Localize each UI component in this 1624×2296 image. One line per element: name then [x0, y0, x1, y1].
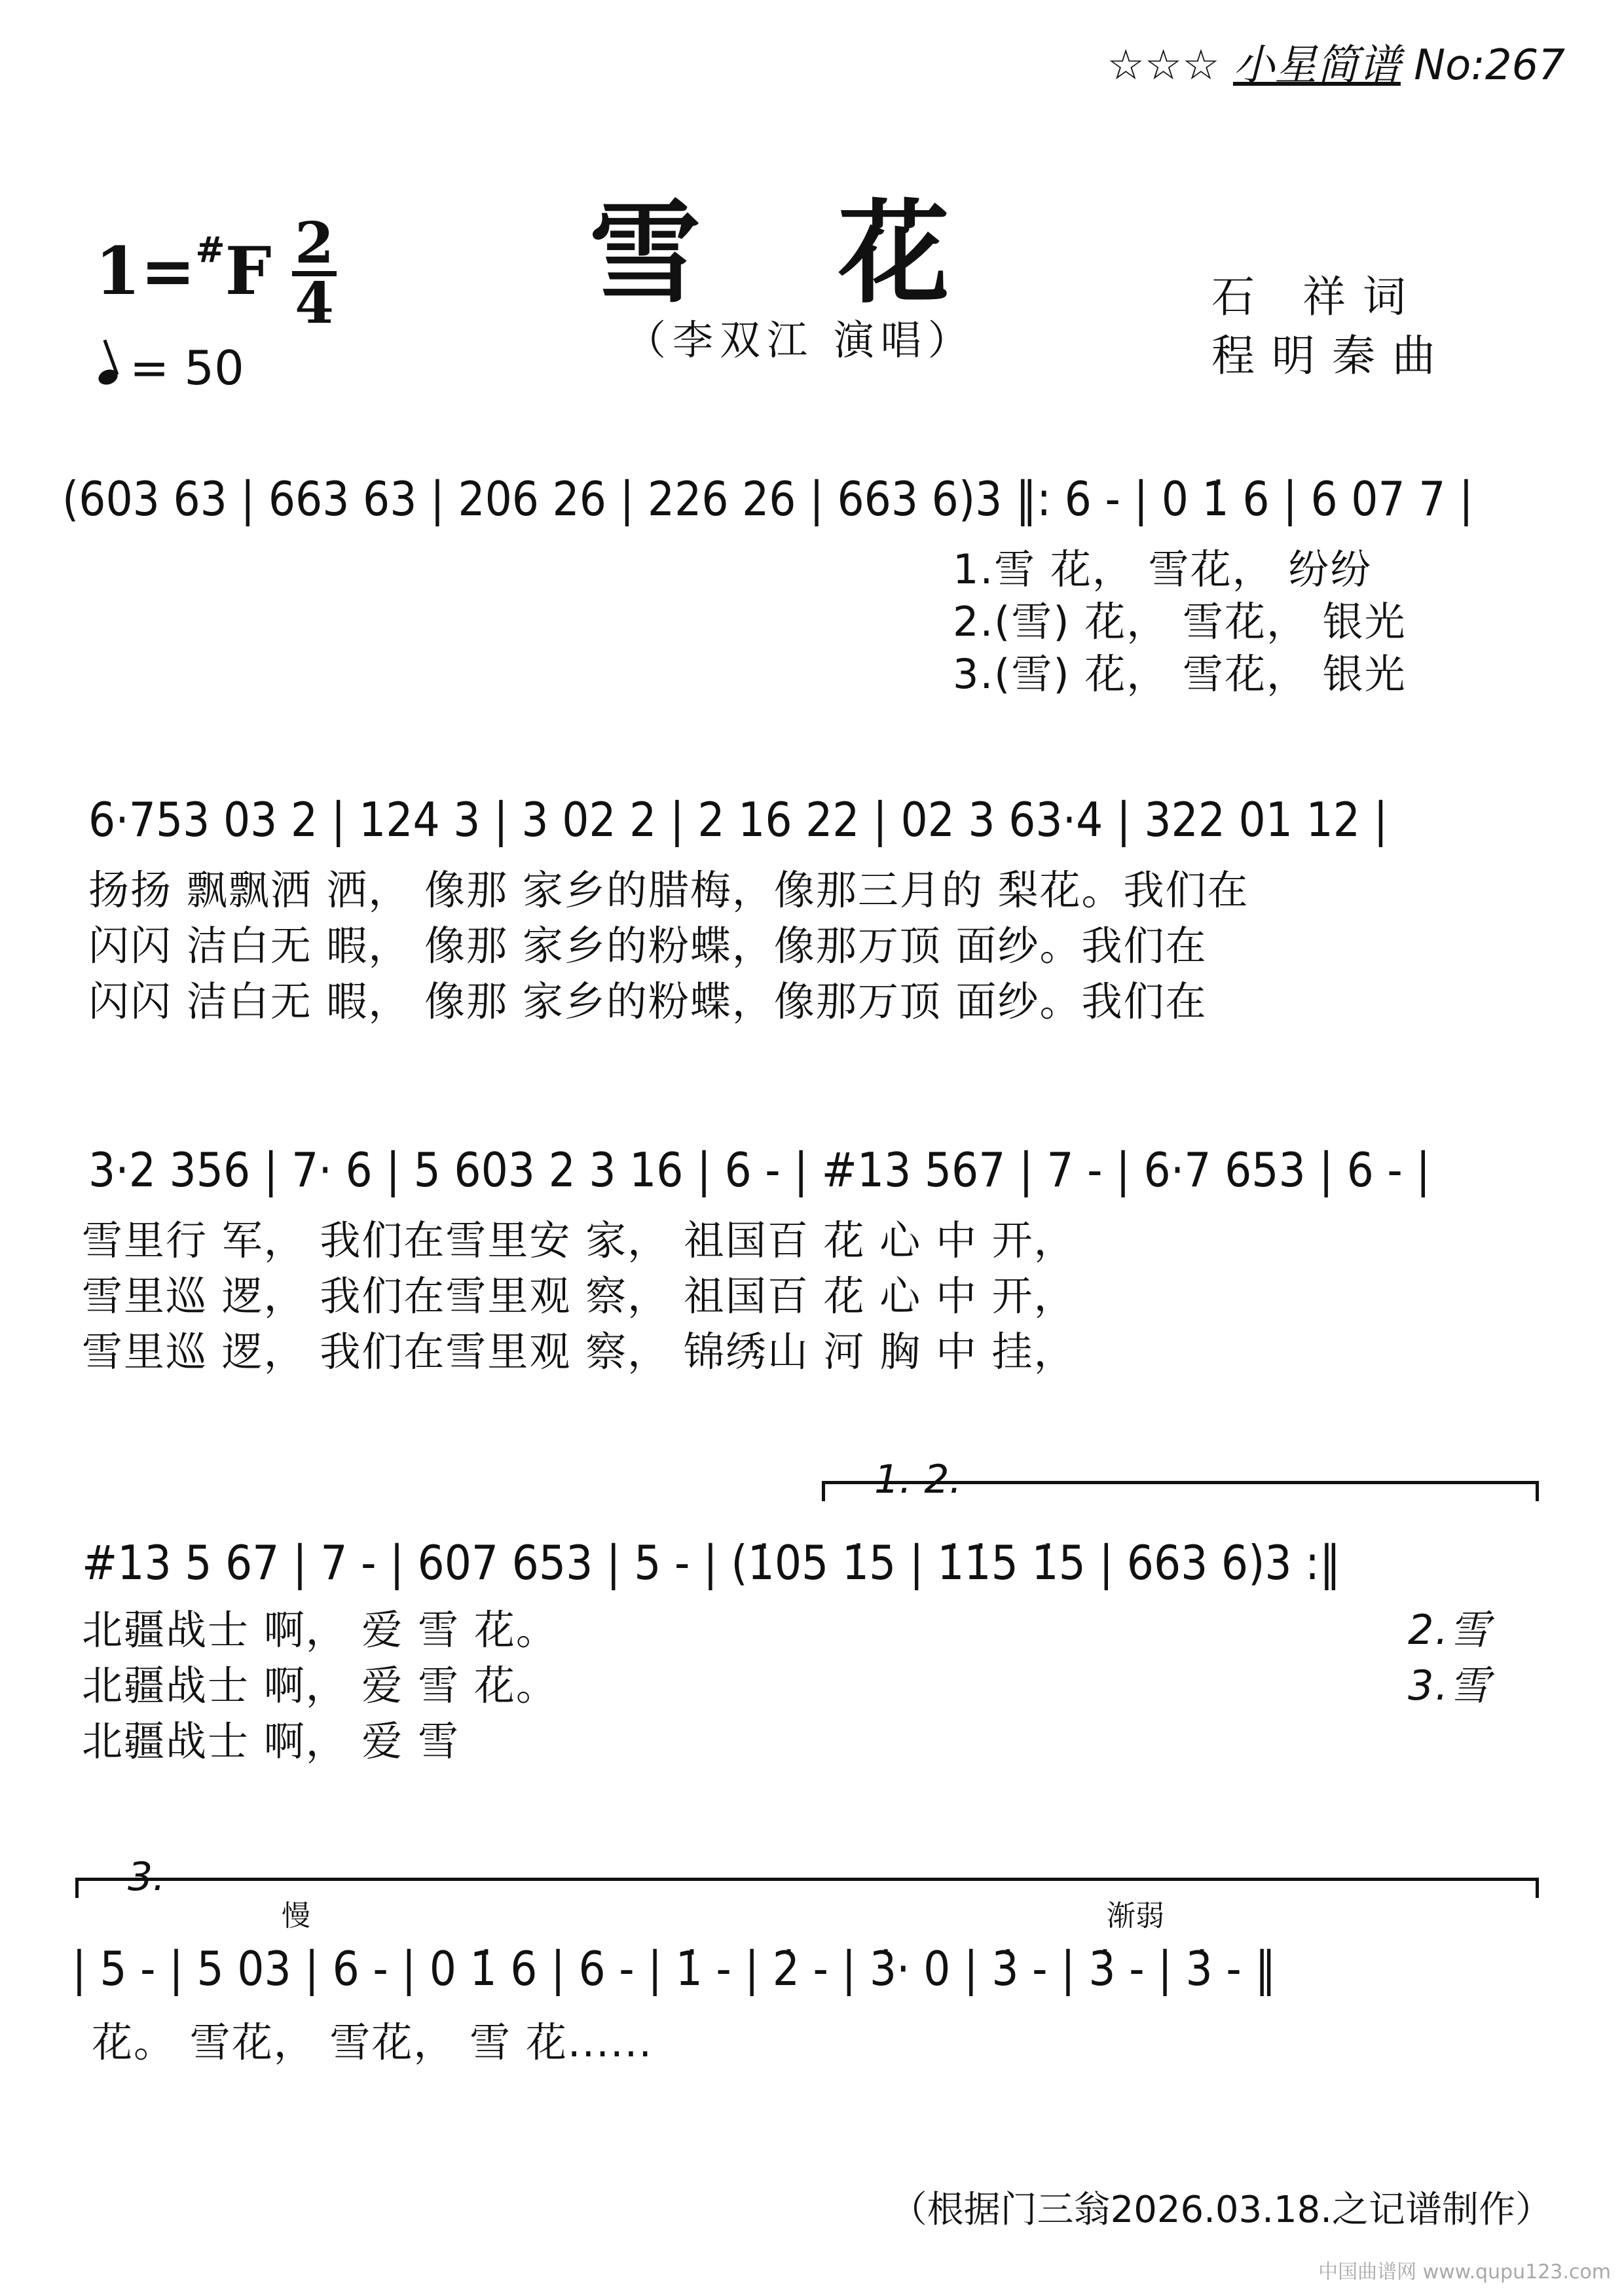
notation-line-4: #13 5 67 | 7 - | 607 653 | 5 - | (1̇05 1̇5 | 1̇1̇5 1̇5 | 663 6)3 :‖ — [82, 1535, 1341, 1590]
lyric-line-1-verse-1: 1.雪 花， 雪花， 纷纷 — [953, 545, 1373, 593]
notation-line-1: (603 63 | 663 63 | 206 26 | 226 26 | 663 6)3 ‖: 6 - | 0 1̇ 6 | 6 07 7 | — [62, 471, 1473, 526]
composer-credit: 程明秦曲 — [1211, 331, 1452, 381]
lyricist-credit: 石 祥词 — [1211, 272, 1423, 322]
volta-label-1-2: 1. 2. — [874, 1457, 962, 1503]
source-note: （根据门三翁2026.03.18.之记谱制作） — [890, 2189, 1552, 2231]
score-number: No:267 — [1414, 41, 1565, 90]
notation-line-5: | 5 - | 5 03 | 6 - | 0 1̇ 6 | 6 - | 1̇ - | 2̇ - | 3̇· 0 | 3̇ - | 3̇ - | 3̇ - ‖ — [72, 1941, 1276, 1996]
lyric-line-3-verse-3: 雪里巡 逻， 我们在雪里观 察， 锦绣山 河 胸 中 挂， — [82, 1328, 1076, 1376]
time-numerator: 2 — [295, 210, 334, 276]
repeat-cue-3: 3.雪 — [1408, 1662, 1492, 1709]
notation-line-3: 3·2 356 | 7· 6 | 5 603 2 3 16 | 6 - | #13 567 | 7 - | 6·7 653 | 6 - | — [88, 1142, 1431, 1197]
tempo-mark-slow: 慢 — [282, 1899, 310, 1933]
time-signature — [288, 210, 341, 337]
time-denominator: 4 — [295, 270, 334, 337]
lyric-line-1-verse-3: 3.(雪) 花， 雪花， 银光 — [953, 650, 1407, 698]
lyric-line-4-verse-2: 北疆战士 啊， 爱 雪 花。 — [82, 1662, 558, 1709]
lyric-line-2-verse-3: 闪闪 洁白无 暇， 像那 家乡的粉蝶，像那万顶 面纱。我们在 — [88, 977, 1208, 1025]
lyric-line-1-verse-2: 2.(雪) 花， 雪花， 银光 — [953, 598, 1407, 646]
quarter-note-icon — [96, 367, 120, 388]
brand-name: 小星简谱 — [1232, 41, 1401, 90]
notation-line-2: 6·753 03 2 | 124 3 | 3 02 2 | 2 16 22 | 02 3 63·4 | 322 01 12 | — [88, 792, 1388, 847]
song-title: 雪花 — [589, 188, 1088, 319]
lyric-line-5: 花。 雪花， 雪花， 雪 花...... — [92, 2018, 654, 2066]
volta-label-3: 3. — [128, 1854, 166, 1900]
lyric-line-4-verse-3: 北疆战士 啊， 爱 雪 — [82, 1717, 460, 1765]
watermark: 中国曲谱网 www.qupu123.com — [1318, 2261, 1611, 2284]
brand-header — [1107, 31, 1565, 92]
lyric-line-4-verse-1: 北疆战士 啊， 爱 雪 花。 — [82, 1606, 558, 1654]
lyric-line-2-verse-2: 闪闪 洁白无 暇， 像那 家乡的粉蝶，像那万顶 面纱。我们在 — [88, 922, 1208, 970]
tempo-marking: = 50 — [98, 340, 244, 395]
lyric-line-3-verse-2: 雪里巡 逻， 我们在雪里观 察， 祖国百 花 心 中 开， — [82, 1272, 1076, 1320]
brand-stars: ☆☆☆ — [1107, 41, 1220, 90]
lyric-line-2-verse-1: 扬扬 飘飘洒 洒， 像那 家乡的腊梅，像那三月的 梨花。我们在 — [88, 866, 1249, 914]
lyric-line-3-verse-1: 雪里行 军， 我们在雪里安 家， 祖国百 花 心 中 开， — [82, 1216, 1076, 1264]
key-signature: 1=#F — [95, 228, 272, 310]
dynamic-mark-fade: 渐弱 — [1107, 1899, 1164, 1933]
singer-credit: （李双江 演唱） — [625, 316, 975, 364]
repeat-cue-2: 2.雪 — [1408, 1606, 1492, 1654]
